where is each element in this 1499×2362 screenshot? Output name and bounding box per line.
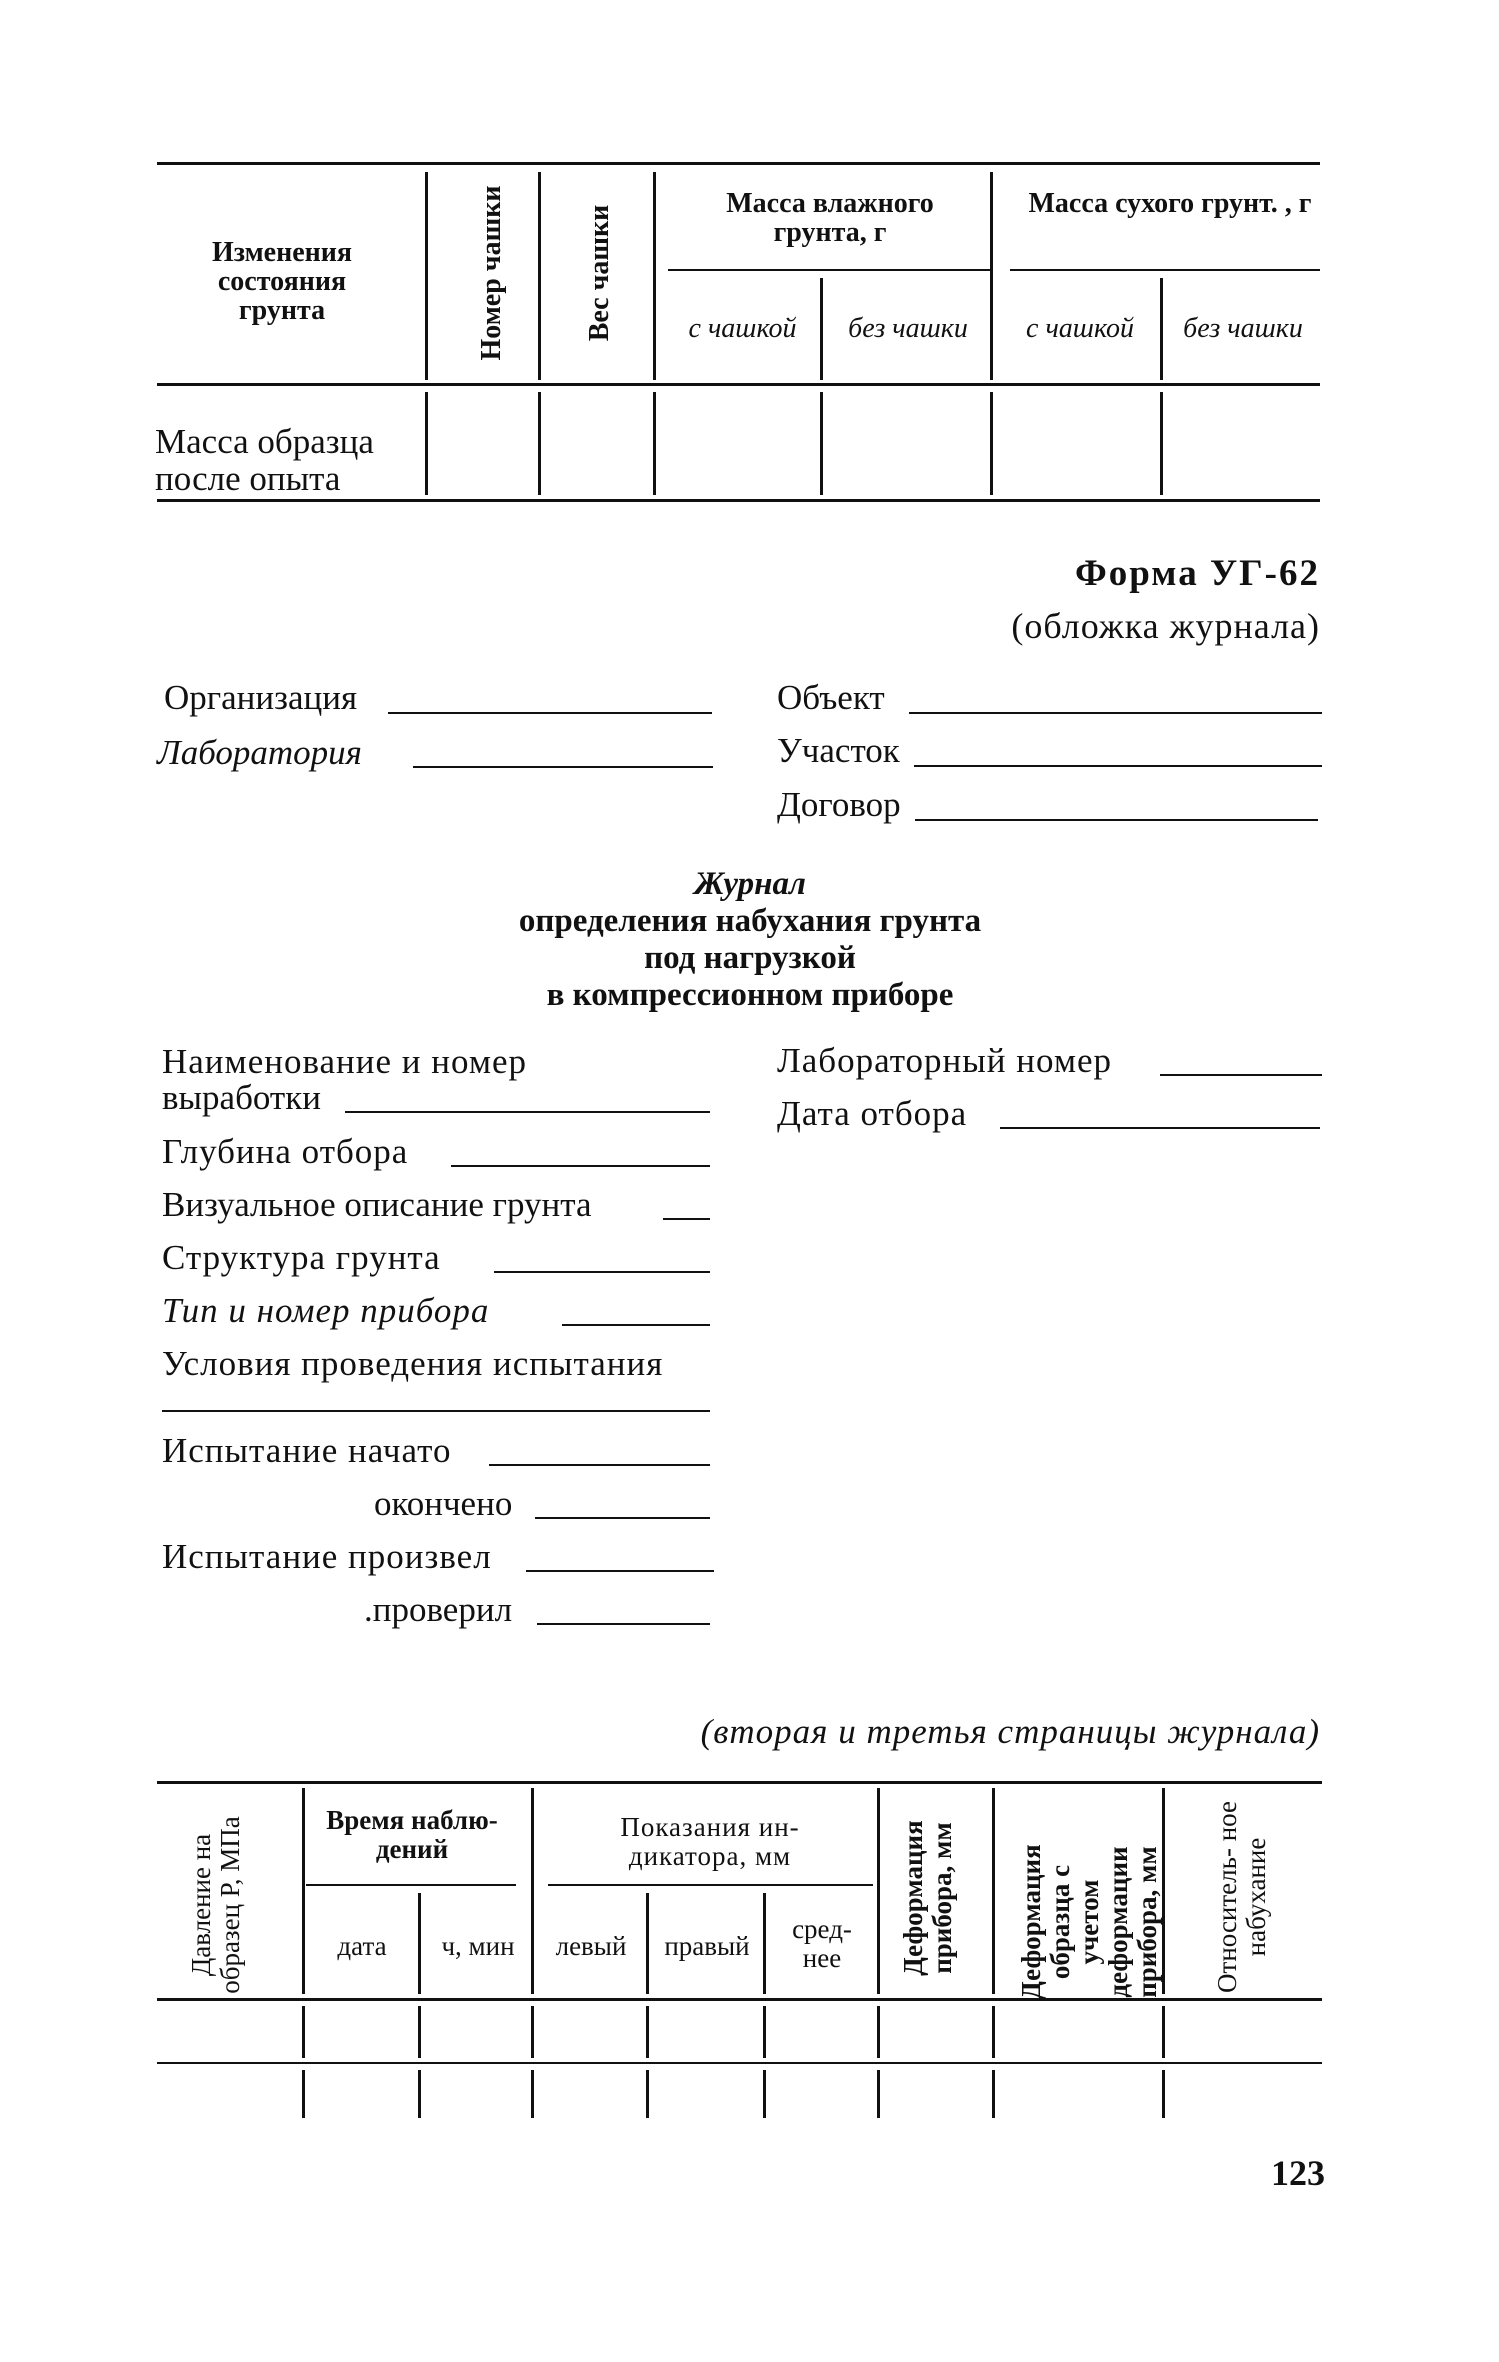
table-2-col-sample-deformation: Деформация образца с учетом деформации прибора, мм	[1016, 1844, 1162, 2000]
table-2-col-indicator: Показания ин- дикатора, мм	[620, 1812, 800, 1871]
table-1-bottom-rule	[157, 499, 1320, 502]
table-1-wet-subrule	[668, 269, 990, 271]
table-1-vline	[538, 392, 541, 495]
table-1-vline	[653, 172, 656, 380]
table-2-vline	[1162, 1788, 1165, 1994]
table-2-vline	[992, 2070, 995, 2118]
table-1-col-wet-mass: Масса влажного грунта, г	[726, 188, 934, 248]
test-started-field[interactable]	[489, 1464, 710, 1466]
table-2-vline	[531, 2070, 534, 2118]
conditions-label: Условия проведения испытания	[162, 1344, 664, 1383]
table-2-vline	[877, 2006, 880, 2058]
table-2-vline	[418, 1893, 421, 1994]
table-2-sub-date: дата	[337, 1931, 387, 1961]
table-2-header-rule	[157, 1998, 1322, 2001]
journal-heading-line: Журнал	[694, 866, 806, 902]
section-label: Участок	[777, 731, 900, 770]
table-2-col-pressure: Давление на образец P, МПа	[186, 1816, 245, 1994]
object-label: Объект	[777, 678, 885, 717]
depth-label: Глубина отбора	[162, 1132, 409, 1171]
table-1-col-state: Изменения состояния грунта	[211, 237, 353, 326]
laboratory-field[interactable]	[413, 766, 713, 768]
structure-field[interactable]	[494, 1271, 710, 1273]
table-2-time-subrule	[306, 1884, 516, 1886]
journal-heading-line: определения набухания грунта	[518, 903, 982, 939]
table-1-sub-without-cup: без чашки	[1183, 313, 1303, 344]
checked-by-field[interactable]	[537, 1623, 710, 1625]
name-number-label: Наименование и номер	[162, 1042, 528, 1081]
pages-note: (вторая и третья страницы журнала)	[700, 1712, 1320, 1751]
working-label: выработки	[162, 1078, 321, 1117]
working-field[interactable]	[345, 1111, 710, 1113]
table-2-vline	[1162, 2070, 1165, 2118]
object-field[interactable]	[909, 712, 1322, 714]
table-1-col-cup-number: Номер чашки	[476, 185, 507, 361]
table-2-sub-time: ч, мин	[441, 1931, 515, 1961]
organization-label: Организация	[164, 678, 358, 717]
table-1-vline	[425, 172, 428, 380]
table-2-col-swelling: Относитель- ное набухание	[1212, 1801, 1271, 1993]
sampling-date-field[interactable]	[1000, 1127, 1320, 1129]
sampling-date-label: Дата отбора	[777, 1094, 968, 1133]
table-2-sub-average: сред- нее	[792, 1914, 852, 1973]
lab-number-field[interactable]	[1160, 1074, 1322, 1076]
table-2-vline	[992, 1788, 995, 1994]
table-2-vline	[877, 2070, 880, 2118]
form-subtitle: (обложка журнала)	[1011, 606, 1320, 646]
table-2-vline	[877, 1788, 880, 1994]
table-1-vline	[538, 172, 541, 380]
conditions-field[interactable]	[162, 1410, 710, 1412]
journal-heading	[440, 866, 1060, 1014]
table-1-top-rule	[157, 162, 1320, 165]
test-done-by-field[interactable]	[526, 1570, 714, 1572]
table-2-vline	[418, 2006, 421, 2058]
page-number: 123	[1271, 2153, 1325, 2193]
form-title: Форма УГ-62	[1074, 553, 1320, 594]
table-1-header-rule	[157, 383, 1320, 386]
organization-field[interactable]	[388, 712, 712, 714]
checked-by-label: .проверил	[364, 1590, 513, 1629]
structure-label: Структура грунта	[162, 1238, 441, 1277]
table-1-vline	[820, 392, 823, 495]
table-2-sub-left: левый	[555, 1931, 627, 1961]
journal-heading-line: в компрессионном приборе	[546, 977, 954, 1013]
table-1-col-dry-mass: Масса сухого грунт. , г	[1028, 188, 1312, 219]
table-2-col-time: Время наблю- дений	[326, 1805, 498, 1864]
table-2-vline	[646, 2070, 649, 2118]
table-1-col-cup-weight: Вес чашки	[584, 204, 615, 342]
table-1-vline	[1160, 392, 1163, 495]
journal-heading-line: под нагрузкой	[644, 940, 856, 976]
test-finished-field[interactable]	[535, 1517, 710, 1519]
table-2-vline	[302, 1788, 305, 1994]
table-2-row-rule	[157, 2062, 1322, 2064]
lab-number-label: Лабораторный номер	[777, 1041, 1113, 1080]
table-1-vline	[425, 392, 428, 495]
table-1-vline	[820, 278, 823, 380]
table-2-vline	[418, 2070, 421, 2118]
table-2-vline	[763, 2070, 766, 2118]
table-2-sub-right: правый	[664, 1931, 750, 1961]
table-2-top-rule	[157, 1781, 1322, 1784]
contract-field[interactable]	[915, 819, 1318, 821]
device-field[interactable]	[562, 1324, 710, 1326]
table-1-vline	[653, 392, 656, 495]
table-2-vline	[531, 2006, 534, 2058]
table-2-vline	[531, 1788, 534, 1994]
table-1-row-label: Масса образца после опыта	[155, 422, 374, 498]
table-2-vline	[1162, 2006, 1165, 2058]
table-1-vline	[990, 172, 993, 380]
table-2-vline	[992, 2006, 995, 2058]
contract-label: Договор	[777, 785, 901, 824]
table-1-vline	[990, 392, 993, 495]
table-1-sub-without-cup: без чашки	[848, 313, 968, 344]
table-1-sub-with-cup: с чашкой	[688, 313, 797, 344]
table-1-vline	[1160, 278, 1163, 380]
table-2-col-device-deformation: Деформация прибора, мм	[898, 1820, 957, 1976]
test-finished-label: окончено	[374, 1484, 513, 1523]
test-started-label: Испытание начато	[162, 1431, 452, 1470]
table-2-vline	[302, 2070, 305, 2118]
table-1-sub-with-cup: с чашкой	[1026, 313, 1134, 344]
table-2-vline	[646, 2006, 649, 2058]
table-2-indicator-subrule	[548, 1884, 873, 1886]
test-done-by-label: Испытание произвел	[162, 1537, 492, 1576]
table-1-dry-subrule	[1010, 269, 1320, 271]
visual-label: Визуальное описание грунта	[162, 1185, 592, 1224]
visual-field[interactable]	[663, 1218, 710, 1220]
section-field[interactable]	[914, 765, 1322, 767]
device-label: Тип и номер прибора	[162, 1291, 490, 1330]
depth-field[interactable]	[451, 1165, 710, 1167]
table-2-vline	[763, 2006, 766, 2058]
table-2-vline	[302, 2006, 305, 2058]
laboratory-label: Лаборатория	[157, 733, 362, 772]
